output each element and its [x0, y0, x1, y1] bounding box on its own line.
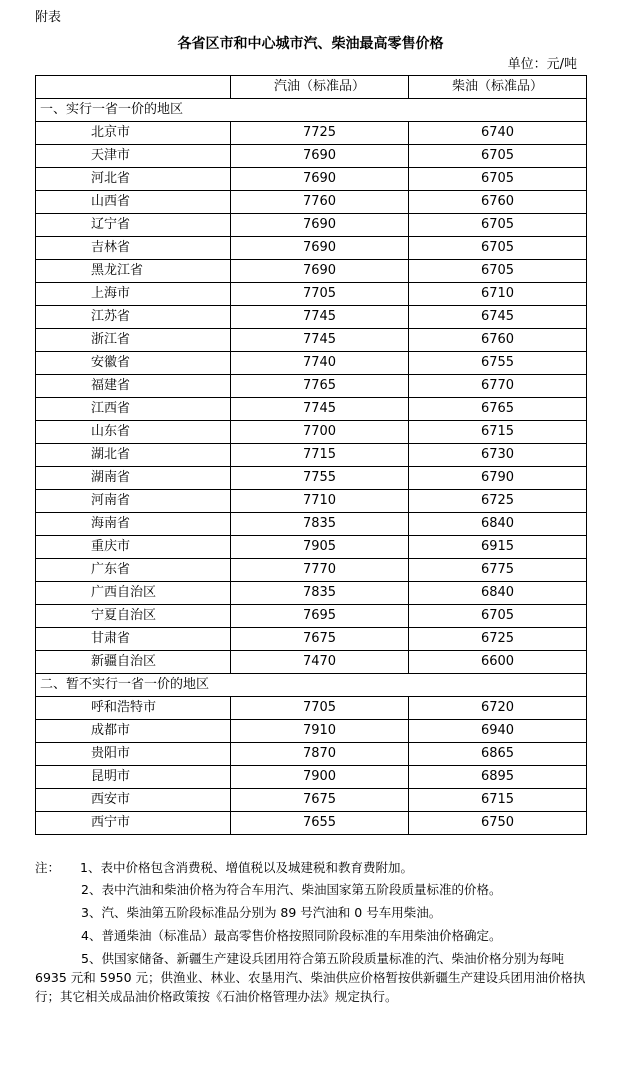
price-table	[35, 75, 587, 835]
region-name: 西宁市	[36, 812, 231, 835]
table-row	[36, 490, 587, 513]
notes	[35, 858, 587, 1010]
region-name: 天津市	[36, 145, 231, 168]
gasoline-price: 7690	[231, 214, 409, 237]
table-row	[36, 582, 587, 605]
table-row	[36, 467, 587, 490]
region-name: 成都市	[36, 720, 231, 743]
region-name: 宁夏自治区	[36, 605, 231, 628]
region-name: 安徽省	[36, 352, 231, 375]
table-row	[36, 145, 587, 168]
header-row	[36, 76, 587, 99]
table-row	[36, 168, 587, 191]
gasoline-price: 7910	[231, 720, 409, 743]
gasoline-price: 7690	[231, 145, 409, 168]
gasoline-price: 7870	[231, 743, 409, 766]
diesel-price: 6710	[409, 283, 587, 306]
gasoline-price: 7690	[231, 237, 409, 260]
region-name: 江苏省	[36, 306, 231, 329]
table-row	[36, 766, 587, 789]
diesel-price: 6745	[409, 306, 587, 329]
diesel-price: 6705	[409, 605, 587, 628]
gasoline-price: 7700	[231, 421, 409, 444]
gasoline-price: 7760	[231, 191, 409, 214]
price-table-body	[36, 76, 587, 835]
gasoline-price: 7675	[231, 789, 409, 812]
region-name: 浙江省	[36, 329, 231, 352]
section-title: 二、暂不实行一省一价的地区	[36, 674, 587, 697]
region-name: 江西省	[36, 398, 231, 421]
diesel-price: 6760	[409, 329, 587, 352]
diesel-price: 6715	[409, 421, 587, 444]
gasoline-price: 7675	[231, 628, 409, 651]
region-name: 湖北省	[36, 444, 231, 467]
region-name: 山西省	[36, 191, 231, 214]
diesel-price: 6705	[409, 260, 587, 283]
region-name: 湖南省	[36, 467, 231, 490]
gasoline-price: 7745	[231, 398, 409, 421]
table-row	[36, 513, 587, 536]
table-row	[36, 559, 587, 582]
gasoline-price: 7725	[231, 122, 409, 145]
table-row	[36, 214, 587, 237]
header-gasoline: 汽油（标准品）	[231, 76, 409, 99]
table-row	[36, 743, 587, 766]
table-row	[36, 812, 587, 835]
diesel-price: 6705	[409, 237, 587, 260]
table-row	[36, 789, 587, 812]
table-row	[36, 122, 587, 145]
page-title: 各省区市和中心城市汽、柴油最高零售价格	[177, 36, 444, 52]
section-title: 一、实行一省一价的地区	[36, 99, 587, 122]
diesel-price: 6725	[409, 490, 587, 513]
diesel-price: 6600	[409, 651, 587, 674]
table-row	[36, 720, 587, 743]
gasoline-price: 7900	[231, 766, 409, 789]
region-name: 河北省	[36, 168, 231, 191]
diesel-price: 6730	[409, 444, 587, 467]
table-row	[36, 628, 587, 651]
note-item: 4、普通柴油（标准品）最高零售价格按照同阶段标准的车用柴油价格确定。	[81, 928, 502, 943]
diesel-price: 6740	[409, 122, 587, 145]
gasoline-price: 7470	[231, 651, 409, 674]
diesel-price: 6755	[409, 352, 587, 375]
section-row	[36, 99, 587, 122]
note-item: 2、表中汽油和柴油价格为符合车用汽、柴油国家第五阶段质量标准的价格。	[81, 882, 502, 897]
gasoline-price: 7695	[231, 605, 409, 628]
gasoline-price: 7745	[231, 306, 409, 329]
note-item: 5、供国家储备、新疆生产建设兵团用符合第五阶段质量标准的汽、柴油价格分别为每吨 6935 元和 5950 元；供渔业、林业、农垦用汽、柴油供应价格暂按供新疆生产建设兵团用油价格执行；其它相关成品油价格政策按《石油价格管理办法》规定执行。	[35, 951, 586, 1004]
table-row	[36, 260, 587, 283]
diesel-price: 6775	[409, 559, 587, 582]
region-name: 福建省	[36, 375, 231, 398]
table-row	[36, 283, 587, 306]
diesel-price: 6705	[409, 168, 587, 191]
appendix-label: 附表	[35, 10, 62, 25]
region-name: 辽宁省	[36, 214, 231, 237]
diesel-price: 6705	[409, 214, 587, 237]
region-name: 新疆自治区	[36, 651, 231, 674]
table-row	[36, 329, 587, 352]
region-name: 贵阳市	[36, 743, 231, 766]
gasoline-price: 7835	[231, 582, 409, 605]
diesel-price: 6790	[409, 467, 587, 490]
note-text: 1、表中价格包含消费税、增值税以及城建税和教育费附加。	[80, 860, 413, 875]
region-name: 西安市	[36, 789, 231, 812]
diesel-price: 6840	[409, 582, 587, 605]
unit-label: 单位：元/吨	[507, 57, 577, 72]
gasoline-price: 7690	[231, 168, 409, 191]
table-row	[36, 352, 587, 375]
table-row	[36, 237, 587, 260]
region-name: 吉林省	[36, 237, 231, 260]
table-row	[36, 421, 587, 444]
region-name: 甘肃省	[36, 628, 231, 651]
diesel-price: 6770	[409, 375, 587, 398]
gasoline-price: 7755	[231, 467, 409, 490]
region-name: 广东省	[36, 559, 231, 582]
diesel-price: 6940	[409, 720, 587, 743]
diesel-price: 6725	[409, 628, 587, 651]
section-row	[36, 674, 587, 697]
diesel-price: 6760	[409, 191, 587, 214]
gasoline-price: 7690	[231, 260, 409, 283]
diesel-price: 6720	[409, 697, 587, 720]
notes-label: 注：	[35, 860, 61, 875]
region-name: 海南省	[36, 513, 231, 536]
table-row	[36, 651, 587, 674]
gasoline-price: 7770	[231, 559, 409, 582]
gasoline-price: 7655	[231, 812, 409, 835]
region-name: 北京市	[36, 122, 231, 145]
note-item	[35, 858, 587, 877]
gasoline-price: 7745	[231, 329, 409, 352]
gasoline-price: 7705	[231, 697, 409, 720]
gasoline-price: 7765	[231, 375, 409, 398]
table-row	[36, 605, 587, 628]
table-row	[36, 375, 587, 398]
region-name: 山东省	[36, 421, 231, 444]
header-diesel: 柴油（标准品）	[409, 76, 587, 99]
diesel-price: 6915	[409, 536, 587, 559]
table-row	[36, 536, 587, 559]
note-item: 3、汽、柴油第五阶段标准品分别为 89 号汽油和 0 号车用柴油。	[81, 905, 442, 920]
diesel-price: 6840	[409, 513, 587, 536]
diesel-price: 6750	[409, 812, 587, 835]
table-row	[36, 697, 587, 720]
gasoline-price: 7835	[231, 513, 409, 536]
table-row	[36, 444, 587, 467]
table-row	[36, 306, 587, 329]
region-name: 呼和浩特市	[36, 697, 231, 720]
region-name: 昆明市	[36, 766, 231, 789]
region-name: 河南省	[36, 490, 231, 513]
table-row	[36, 191, 587, 214]
diesel-price: 6715	[409, 789, 587, 812]
gasoline-price: 7740	[231, 352, 409, 375]
diesel-price: 6765	[409, 398, 587, 421]
header-region-cell	[36, 76, 231, 99]
region-name: 重庆市	[36, 536, 231, 559]
region-name: 广西自治区	[36, 582, 231, 605]
diesel-price: 6895	[409, 766, 587, 789]
gasoline-price: 7715	[231, 444, 409, 467]
region-name: 黑龙江省	[36, 260, 231, 283]
diesel-price: 6865	[409, 743, 587, 766]
diesel-price: 6705	[409, 145, 587, 168]
gasoline-price: 7705	[231, 283, 409, 306]
gasoline-price: 7710	[231, 490, 409, 513]
gasoline-price: 7905	[231, 536, 409, 559]
region-name: 上海市	[36, 283, 231, 306]
table-row	[36, 398, 587, 421]
